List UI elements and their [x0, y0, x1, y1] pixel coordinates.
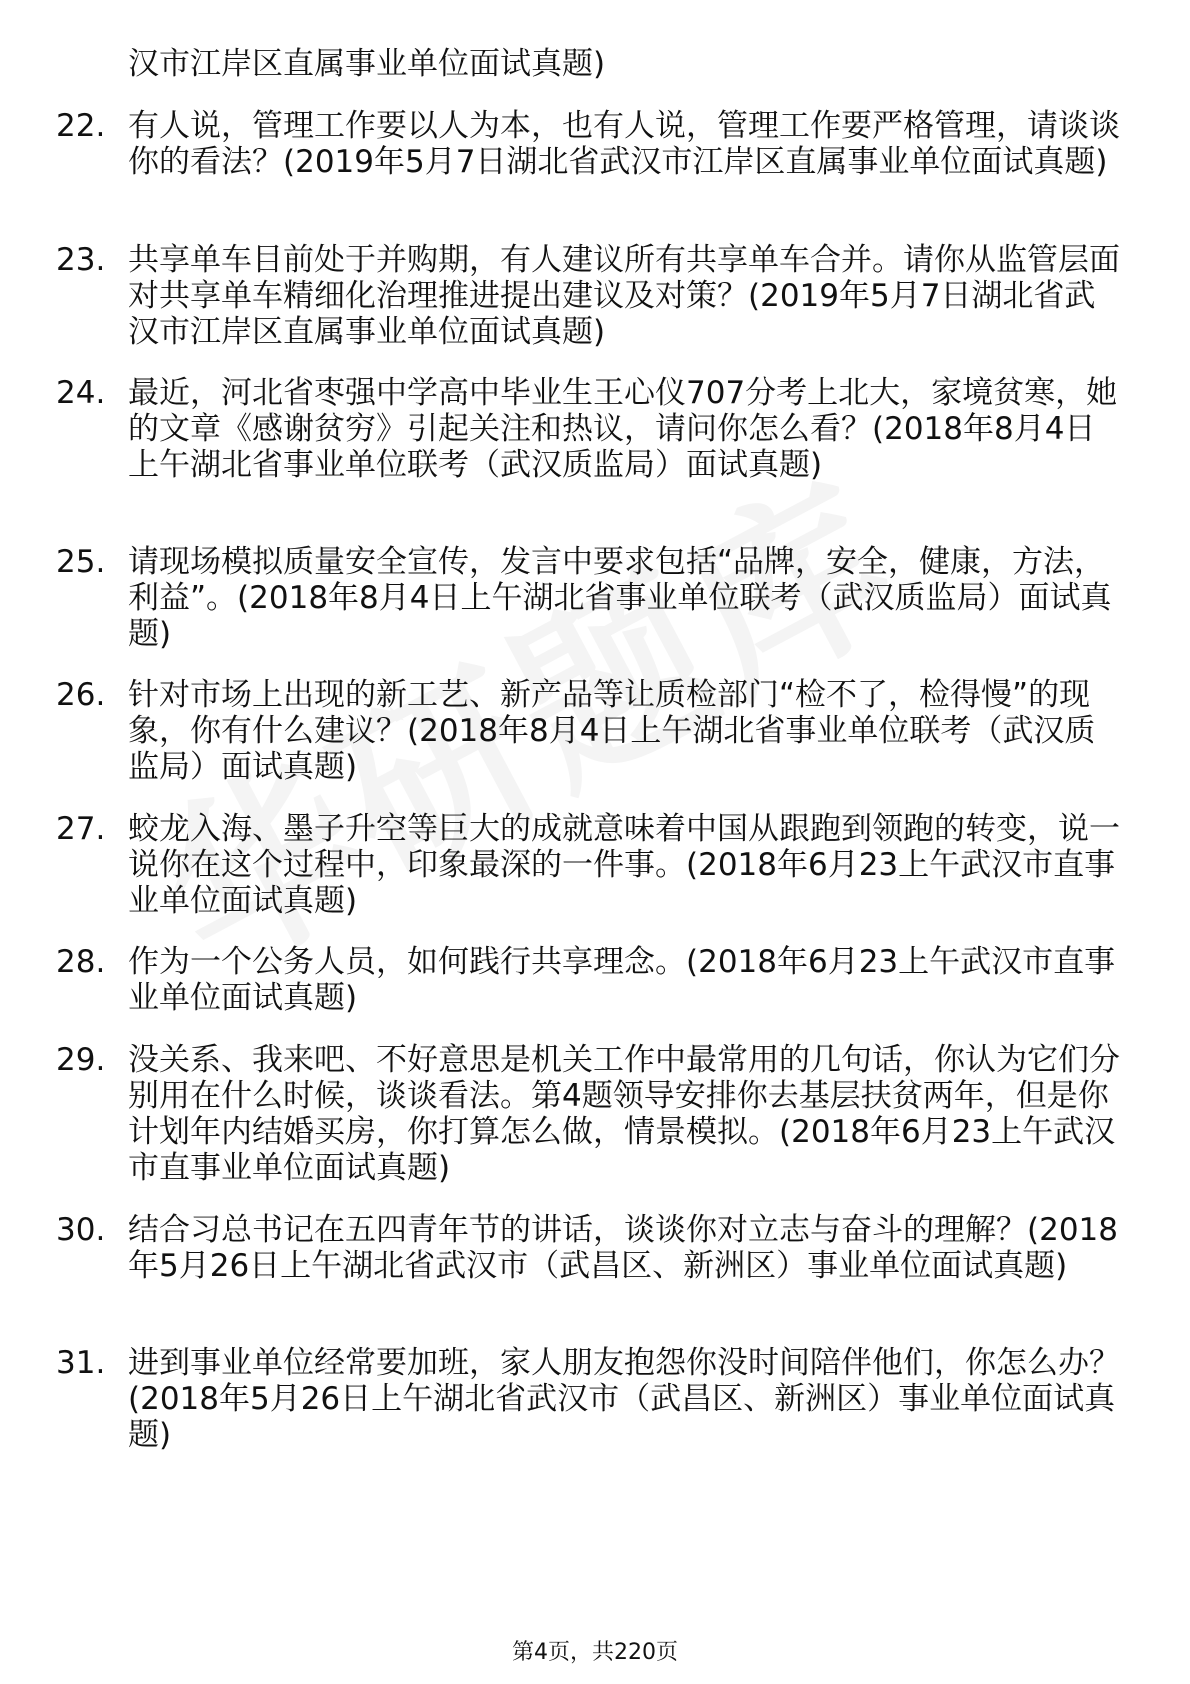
question-number: 28.	[56, 944, 106, 980]
question-text: 没关系、我来吧、不好意思是机关工作中最常用的几句话，你认为它们分别用在什么时候，谈谈看法。第4题领导安排你去基层扶贫两年，但是你计划年内结婚买房，你打算怎么做，情景模拟。(2018年6月23上午武汉市直事业单位面试真题)	[128, 1042, 1120, 1186]
question-text: 最近，河北省枣强中学高中毕业生王心仪707分考上北大，家境贫寒，她的文章《感谢贫穷》引起关注和热议，请问你怎么看？(2018年8月4日上午湖北省事业单位联考（武汉质监局）面试真题)	[128, 375, 1118, 483]
question-number: 25.	[56, 544, 106, 580]
question-text: 共享单车目前处于并购期，有人建议所有共享单车合并。请你从监管层面对共享单车精细化治理推进提出建议及对策？(2019年5月7日湖北省武汉市江岸区直属事业单位面试真题)	[128, 242, 1120, 350]
question-number: 24.	[56, 375, 106, 411]
question-text: 请现场模拟质量安全宣传，发言中要求包括“品牌，安全，健康，方法，利益”。(2018年8月4日上午湖北省事业单位联考（武汉质监局）面试真题)	[128, 544, 1112, 652]
question-text: 针对市场上出现的新工艺、新产品等让质检部门“检不了，检得慢”的现象，你有什么建议？(2018年8月4日上午湖北省事业单位联考（武汉质监局）面试真题)	[128, 677, 1096, 785]
question-number: 27.	[56, 811, 106, 847]
question-text: 有人说，管理工作要以人为本，也有人说，管理工作要严格管理，请谈谈你的看法？(2019年5月7日湖北省武汉市江岸区直属事业单位面试真题)	[128, 108, 1120, 180]
question-text: 作为一个公务人员，如何践行共享理念。(2018年6月23上午武汉市直事业单位面试真题)	[128, 944, 1116, 1016]
question-number: 31.	[56, 1345, 106, 1381]
question-text: 蛟龙入海、墨子升空等巨大的成就意味着中国从跟跑到领跑的转变，说一说你在这个过程中，印象最深的一件事。(2018年6月23上午武汉市直事业单位面试真题)	[128, 811, 1120, 919]
question-number: 26.	[56, 677, 106, 713]
question-number: 30.	[56, 1212, 106, 1248]
continued-text: 汉市江岸区直属事业单位面试真题)	[128, 46, 606, 82]
question-number: 29.	[56, 1042, 106, 1078]
question-number: 22.	[56, 108, 106, 144]
page-footer: 第4页，共220页	[512, 1640, 678, 1665]
question-text: 结合习总书记在五四青年节的讲话，谈谈你对立志与奋斗的理解？(2018年5月26日上午湖北省武汉市（武昌区、新洲区）事业单位面试真题)	[128, 1212, 1118, 1284]
question-text: 进到事业单位经常要加班，家人朋友抱怨你没时间陪伴他们，你怎么办？(2018年5月26日上午湖北省武汉市（武昌区、新洲区）事业单位面试真题)	[128, 1345, 1120, 1453]
question-number: 23.	[56, 242, 106, 278]
